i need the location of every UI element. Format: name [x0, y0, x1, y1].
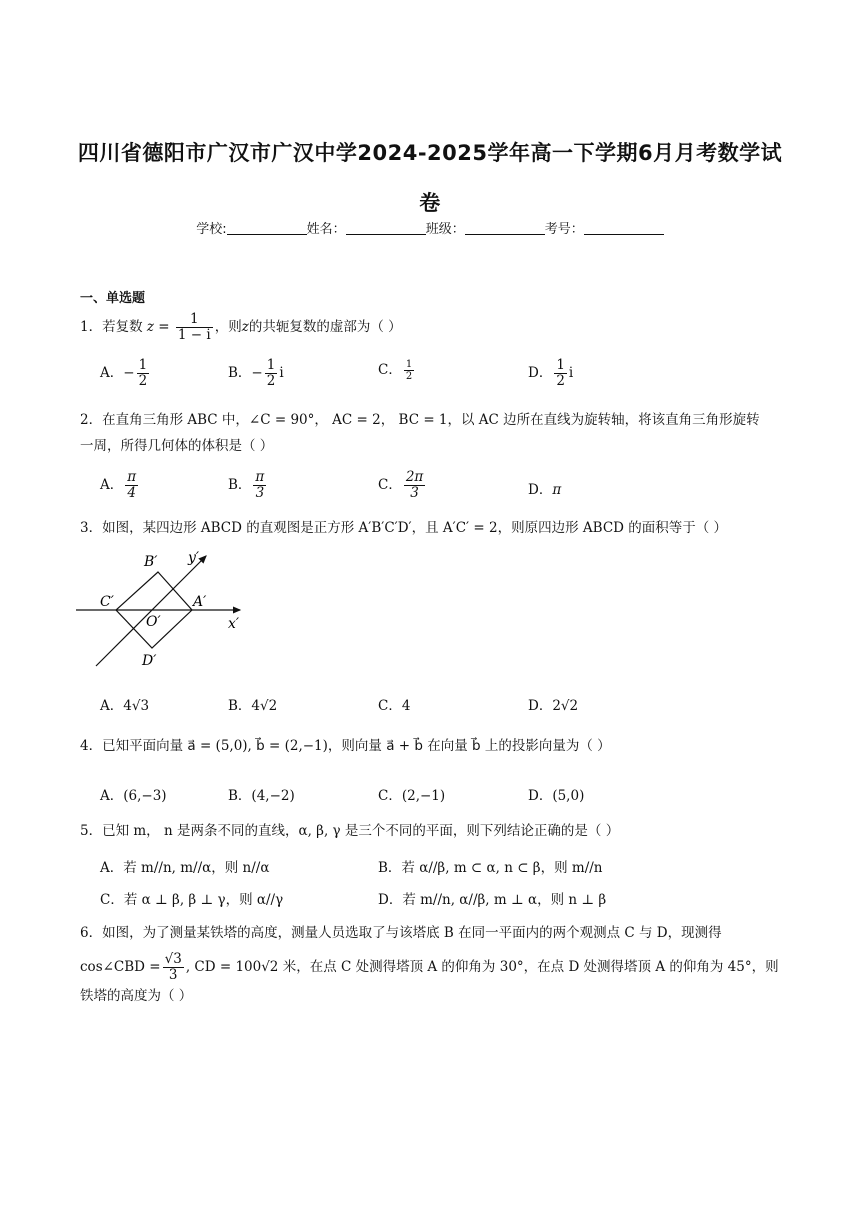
- q2-line-2: 一周，所得几何体的体积是（ ）: [80, 438, 274, 454]
- q5-option-d[interactable]: [378, 888, 606, 908]
- q3-figure: [76, 548, 251, 678]
- frac-num: 1: [138, 357, 148, 373]
- option-value: 4√2: [251, 698, 278, 714]
- option-suffix: i: [568, 364, 574, 381]
- frac-den: 2: [405, 371, 413, 382]
- label-y: y′: [188, 550, 200, 566]
- q6-line-3: 铁塔的高度为（ ）: [80, 987, 193, 1004]
- frac-den: 3: [255, 484, 265, 501]
- q1-eq-lhs: z =: [146, 318, 170, 335]
- frac-num: 2π: [405, 469, 424, 485]
- label-b: B′: [144, 554, 158, 570]
- question-1: [80, 312, 402, 343]
- frac-num: π: [255, 469, 265, 485]
- q3-option-c[interactable]: [378, 694, 410, 714]
- q1-post2: 的共轭复数的虚部为（ ）: [248, 318, 402, 335]
- q6-number: 6．: [80, 925, 103, 941]
- option-label: A．: [100, 698, 124, 714]
- option-label: B．: [228, 364, 252, 381]
- question-2: [80, 407, 785, 459]
- q2-text: 在直角三角形 ABC 中，∠C = 90°， AC = 2， BC = 1，以 AC 边所在直线为旋转轴，将该直角三角形旋转: [102, 412, 760, 428]
- option-value: 4: [401, 698, 411, 714]
- q4-number: 4．: [80, 738, 103, 754]
- option-fraction: [125, 470, 138, 501]
- exam-no-field[interactable]: [584, 222, 664, 235]
- option-value: π: [552, 482, 562, 498]
- class-field[interactable]: [465, 222, 545, 235]
- frac-num: 1: [266, 357, 276, 373]
- option-value: (5,0): [552, 788, 585, 804]
- label-a: A′: [193, 594, 207, 610]
- option-value: (2,−1): [401, 788, 446, 804]
- q4-option-c[interactable]: [378, 784, 445, 804]
- frac-den: 3: [410, 484, 419, 501]
- label-c: C′: [100, 594, 114, 610]
- option-label: B．: [228, 476, 252, 493]
- q1-option-d[interactable]: [528, 358, 573, 389]
- frac-num: √3: [164, 951, 182, 967]
- class-label: 班级：: [425, 222, 465, 237]
- option-label: D．: [528, 364, 553, 381]
- school-field[interactable]: [227, 222, 307, 235]
- q6-text: 如图，为了测量某铁塔的高度，测量人员选取了与该塔底 B 在同一平面内的两个观测点 C 与 D，现测得: [102, 925, 722, 941]
- name-field[interactable]: [346, 222, 426, 235]
- question-6: [80, 920, 785, 1009]
- option-label: B．: [228, 698, 252, 714]
- option-fraction: [404, 359, 414, 382]
- question-5: [80, 818, 785, 844]
- q2-option-d[interactable]: [528, 478, 561, 498]
- frac-num: π: [127, 469, 137, 485]
- option-label: C．: [100, 892, 124, 908]
- option-sign: −: [123, 364, 135, 381]
- option-value: (6,−3): [123, 788, 167, 804]
- option-sign: −: [251, 364, 263, 381]
- student-info-line: [0, 218, 860, 237]
- frac-den: 4: [127, 484, 136, 501]
- q1-frac-num: 1: [176, 312, 213, 328]
- q5-option-c[interactable]: [100, 888, 283, 908]
- q4-option-d[interactable]: [528, 784, 584, 804]
- frac-num: 1: [405, 359, 413, 370]
- q3-text: 如图，某四边形 ABCD 的直观图是正方形 A′B′C′D′，且 A′C′ = 2，则原四边形 ABCD 的面积等于（ ）: [102, 520, 728, 536]
- q3-number: 3．: [80, 520, 103, 536]
- q1-option-b[interactable]: [228, 358, 284, 389]
- q4-option-b[interactable]: [228, 784, 295, 804]
- section-title: 一、单选题: [80, 291, 146, 306]
- q4-option-a[interactable]: [100, 784, 167, 804]
- q1-fraction: [176, 312, 213, 343]
- q1-option-a[interactable]: [100, 358, 151, 389]
- frac-num: 1: [556, 357, 565, 373]
- label-o: O′: [146, 614, 161, 630]
- q3-option-d[interactable]: [528, 694, 578, 714]
- option-label: A．: [100, 788, 124, 804]
- name-label: 姓名：: [306, 222, 346, 237]
- title-line-1: 四川省德阳市广汉市广汉中学2024-2025学年高一下学期6月月考数学试: [77, 141, 783, 165]
- option-label: B．: [228, 788, 252, 804]
- q5-text: 已知 m， n 是两条不同的直线，α, β, γ 是三个不同的平面，则下列结论正确的是（ ）: [102, 823, 620, 839]
- option-value: 若 α//β, m ⊂ α, n ⊂ β，则 m//n: [401, 860, 603, 876]
- q3-option-a[interactable]: [100, 694, 149, 714]
- q2-line-1: [80, 407, 785, 433]
- option-suffix: i: [279, 364, 284, 381]
- option-label: A．: [100, 364, 124, 381]
- school-label: 学校:: [196, 222, 227, 237]
- q1-frac-den: 1 − i: [177, 326, 211, 343]
- frac-den: 3: [168, 966, 178, 983]
- title-line-2: 卷: [419, 191, 441, 215]
- option-label: D．: [528, 482, 553, 498]
- q6-line-1: [80, 920, 785, 946]
- question-4: [80, 733, 785, 759]
- option-label: D．: [378, 892, 403, 908]
- q6-line-2: [80, 952, 785, 983]
- option-value: 4√3: [123, 698, 150, 714]
- option-label: C．: [378, 788, 402, 804]
- option-fraction: [265, 358, 278, 389]
- option-fraction: [137, 358, 150, 389]
- option-label: D．: [528, 698, 553, 714]
- option-value: 若 m//n, α//β, m ⊥ α，则 n ⊥ β: [402, 892, 607, 908]
- option-label: C．: [378, 476, 402, 493]
- q1-var: z: [241, 318, 249, 335]
- option-value: (4,−2): [251, 788, 295, 804]
- option-label: A．: [100, 860, 124, 876]
- option-label: C．: [378, 362, 402, 378]
- label-x: x′: [228, 616, 240, 632]
- option-value: 2√2: [552, 698, 579, 714]
- q4-text: 已知平面向量 a⃗ = (5,0), b⃗ = (2,−1)，则向量 a⃗ + b⃗ 在向量 b⃗ 上的投影向量为（ ）: [102, 738, 611, 754]
- option-label: A．: [100, 476, 124, 493]
- option-fraction: [404, 470, 425, 501]
- q1-number: 1．: [80, 318, 103, 335]
- q1-post: ，则: [214, 318, 242, 335]
- option-fraction: [253, 470, 266, 501]
- q2-option-c[interactable]: [378, 470, 427, 501]
- y-axis: [96, 556, 206, 666]
- q1-option-c[interactable]: [378, 358, 416, 382]
- q5-number: 5．: [80, 823, 103, 839]
- option-value: 若 m//n, m//α，则 n//α: [123, 860, 270, 876]
- q6-cos-expr: cos∠CBD =: [80, 958, 161, 975]
- option-label: D．: [528, 788, 553, 804]
- q6-fraction: [163, 952, 184, 983]
- document-title: [60, 128, 800, 228]
- exam-no-label: 考号：: [544, 222, 584, 237]
- frac-den: 2: [138, 372, 148, 389]
- q6-line-2-text: , CD = 100√2 米，在点 C 处测得塔顶 A 的仰角为 30°，在点 D 处测得塔顶 A 的仰角为 45°，则: [185, 958, 779, 975]
- q3-option-b[interactable]: [228, 694, 277, 714]
- label-d: D′: [142, 653, 157, 669]
- q5-option-b[interactable]: [378, 856, 603, 876]
- option-fraction: [554, 358, 567, 389]
- q2-option-a[interactable]: [100, 470, 140, 501]
- frac-den: 2: [556, 372, 565, 389]
- option-value: 若 α ⊥ β, β ⊥ γ，则 α//γ: [123, 892, 284, 908]
- option-label: B．: [378, 860, 402, 876]
- frac-den: 2: [266, 372, 276, 389]
- q2-option-b[interactable]: [228, 470, 268, 501]
- q2-number: 2．: [80, 412, 103, 428]
- q5-option-a[interactable]: [100, 856, 269, 876]
- option-label: C．: [378, 698, 402, 714]
- question-3: [80, 515, 785, 541]
- q1-pre: 若复数: [102, 318, 143, 335]
